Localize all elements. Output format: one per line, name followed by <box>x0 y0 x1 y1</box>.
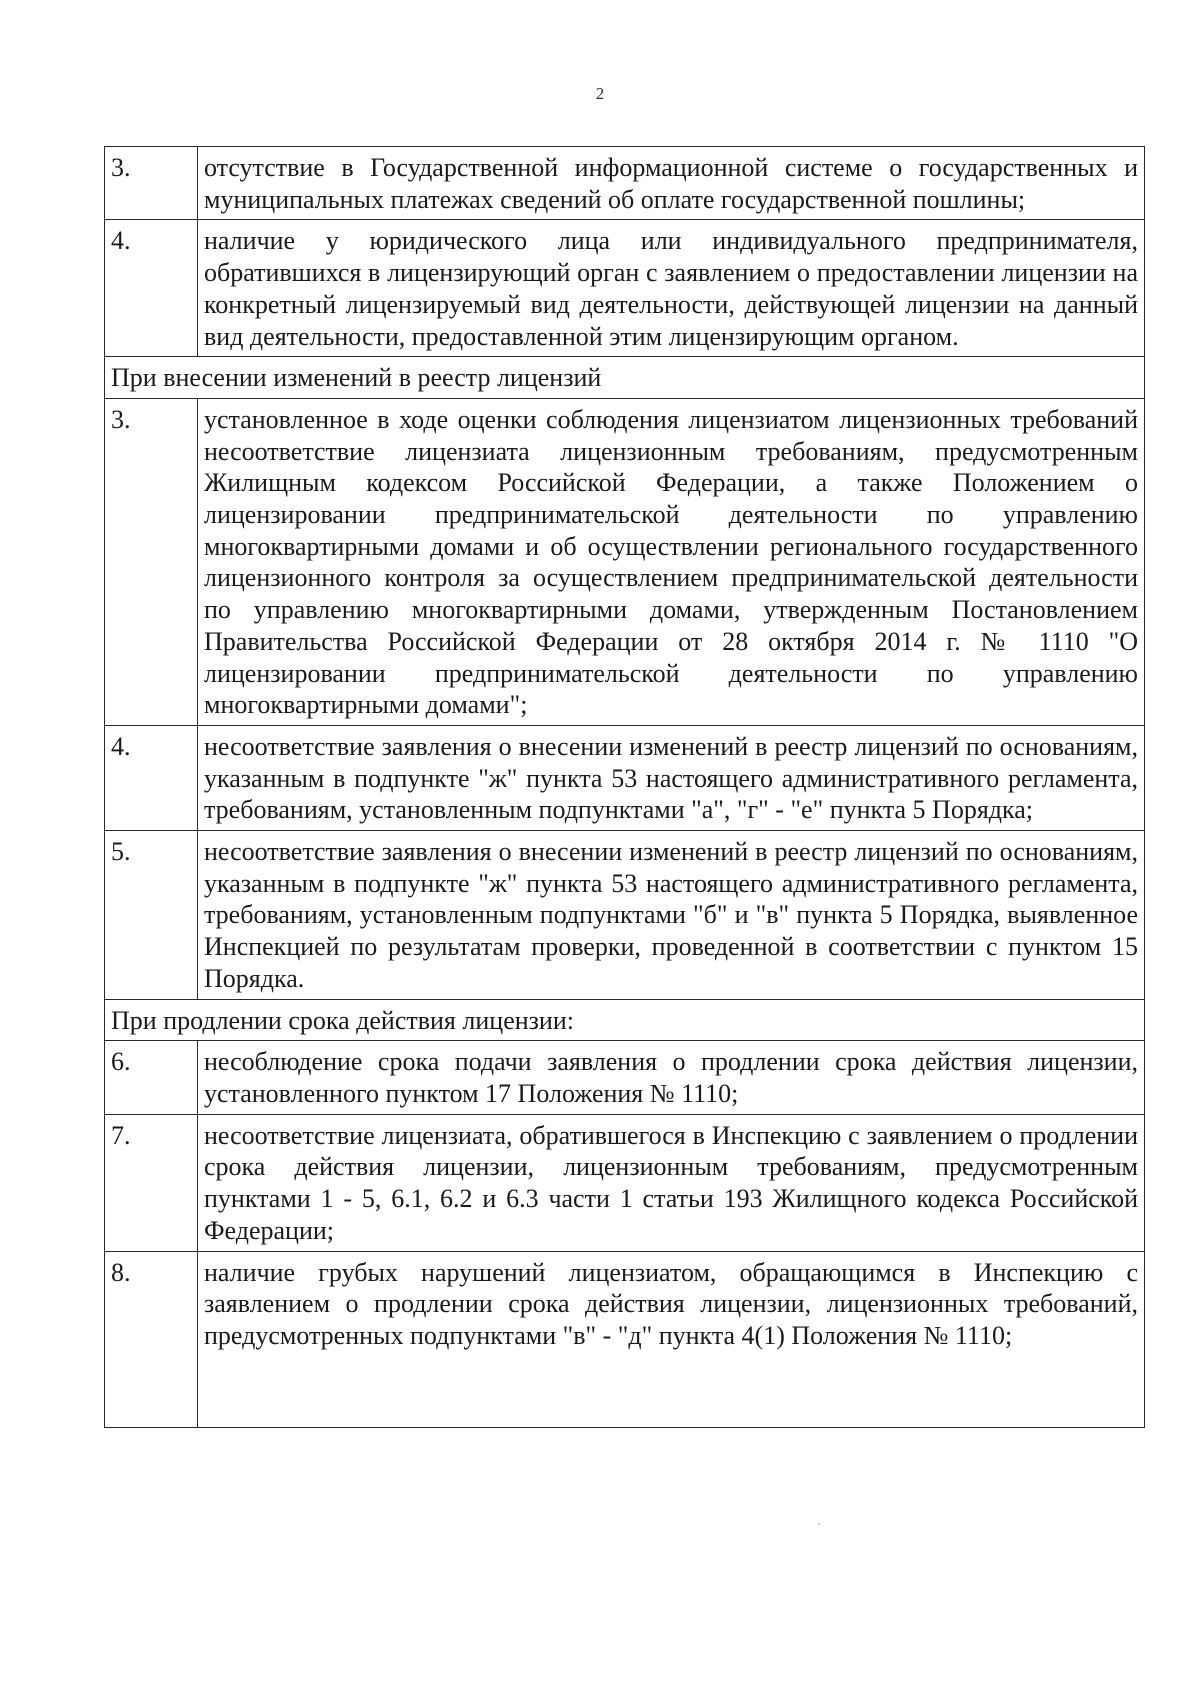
page-number: 2 <box>595 84 605 103</box>
row-text: установленное в ходе оценки соблюдения лицензиатом лицензионных требований несоответствие лицензиата лицензионным требованиям, предусмотренным Жилищным кодексом Российской Федерации, а также Положением о лицензировании предпринимательской деятельности по управлению многоквартирными домами и об осуществлении регионального государственного лицензионного контроля за осуществлением предпринимательской деятельности по управлению многоквартирными домами, утвержденным Постановлением Правительства Российской Федерации от 28 октября 2014 г. № 1110 "О лицензировании предпринимательской деятельности по управлению многоквартирными домами"; <box>198 398 1145 725</box>
table-row <box>105 1041 1145 1114</box>
table-row <box>105 831 1145 1000</box>
row-number: 3. <box>105 147 198 220</box>
section-heading: При продлении срока действия лицензии: <box>105 999 1145 1041</box>
row-number: 5. <box>105 831 198 1000</box>
row-number: 4. <box>105 220 198 357</box>
table-row <box>105 220 1145 357</box>
table-row <box>105 398 1145 725</box>
row-text: несоответствие лицензиата, обратившегося в Инспекцию с заявлением о продлении срока действия лицензии, лицензионным требованиям, предусмотренным пунктами 1 - 5, 6.1, 6.2 и 6.3 части 1 статьи 193 Жилищного кодекса Российской Федерации; <box>198 1114 1145 1251</box>
grounds-table <box>104 146 1145 1428</box>
row-number: 4. <box>105 725 198 830</box>
section-header-row <box>105 999 1145 1041</box>
row-text: наличие у юридического лица или индивидуального предпринимателя, обратившихся в лицензирующий орган с заявлением о предоставлении лицензии на конкретный лицензируемый вид деятельности, действующей лицензии на данный вид деятельности, предоставленной этим лицензирующим органом. <box>198 220 1145 357</box>
table-row <box>105 725 1145 830</box>
row-text: несоблюдение срока подачи заявления о продлении срока действия лицензии, установленного пунктом 17 Положения № 1110; <box>198 1041 1145 1114</box>
section-header-row <box>105 357 1145 399</box>
row-text: несоответствие заявления о внесении изменений в реестр лицензий по основаниям, указанным в подпункте "ж" пункта 53 настоящего административного регламента, требованиям, установленным подпунктами "а", "г" - "е" пункта 5 Порядка; <box>198 725 1145 830</box>
table-row <box>105 1114 1145 1251</box>
row-text: несоответствие заявления о внесении изменений в реестр лицензий по основаниям, указанным в подпункте "ж" пункта 53 настоящего административного регламента, требованиям, установленным подпунктами "б" и "в" пункта 5 Порядка, выявленное Инспекцией по результатам проверки, проведенной в соответствии с пунктом 15 Порядка. <box>198 831 1145 1000</box>
row-text: наличие грубых нарушений лицензиатом, обращающимся в Инспекцию с заявлением о продлении срока действия лицензии, лицензионных требований, предусмотренных подпунктами "в" - "д" пункта 4(1) Положения № 1110; <box>198 1251 1145 1427</box>
table-row <box>105 1251 1145 1427</box>
row-number: 8. <box>105 1251 198 1427</box>
section-heading: При внесении изменений в реестр лицензий <box>105 357 1145 399</box>
row-number: 7. <box>105 1114 198 1251</box>
row-text: отсутствие в Государственной информационной системе о государственных и муниципальных платежах сведений об оплате государственной пошлины; <box>198 147 1145 220</box>
table-row <box>105 147 1145 220</box>
scan-speck <box>818 1523 820 1525</box>
row-number: 6. <box>105 1041 198 1114</box>
row-number: 3. <box>105 398 198 725</box>
